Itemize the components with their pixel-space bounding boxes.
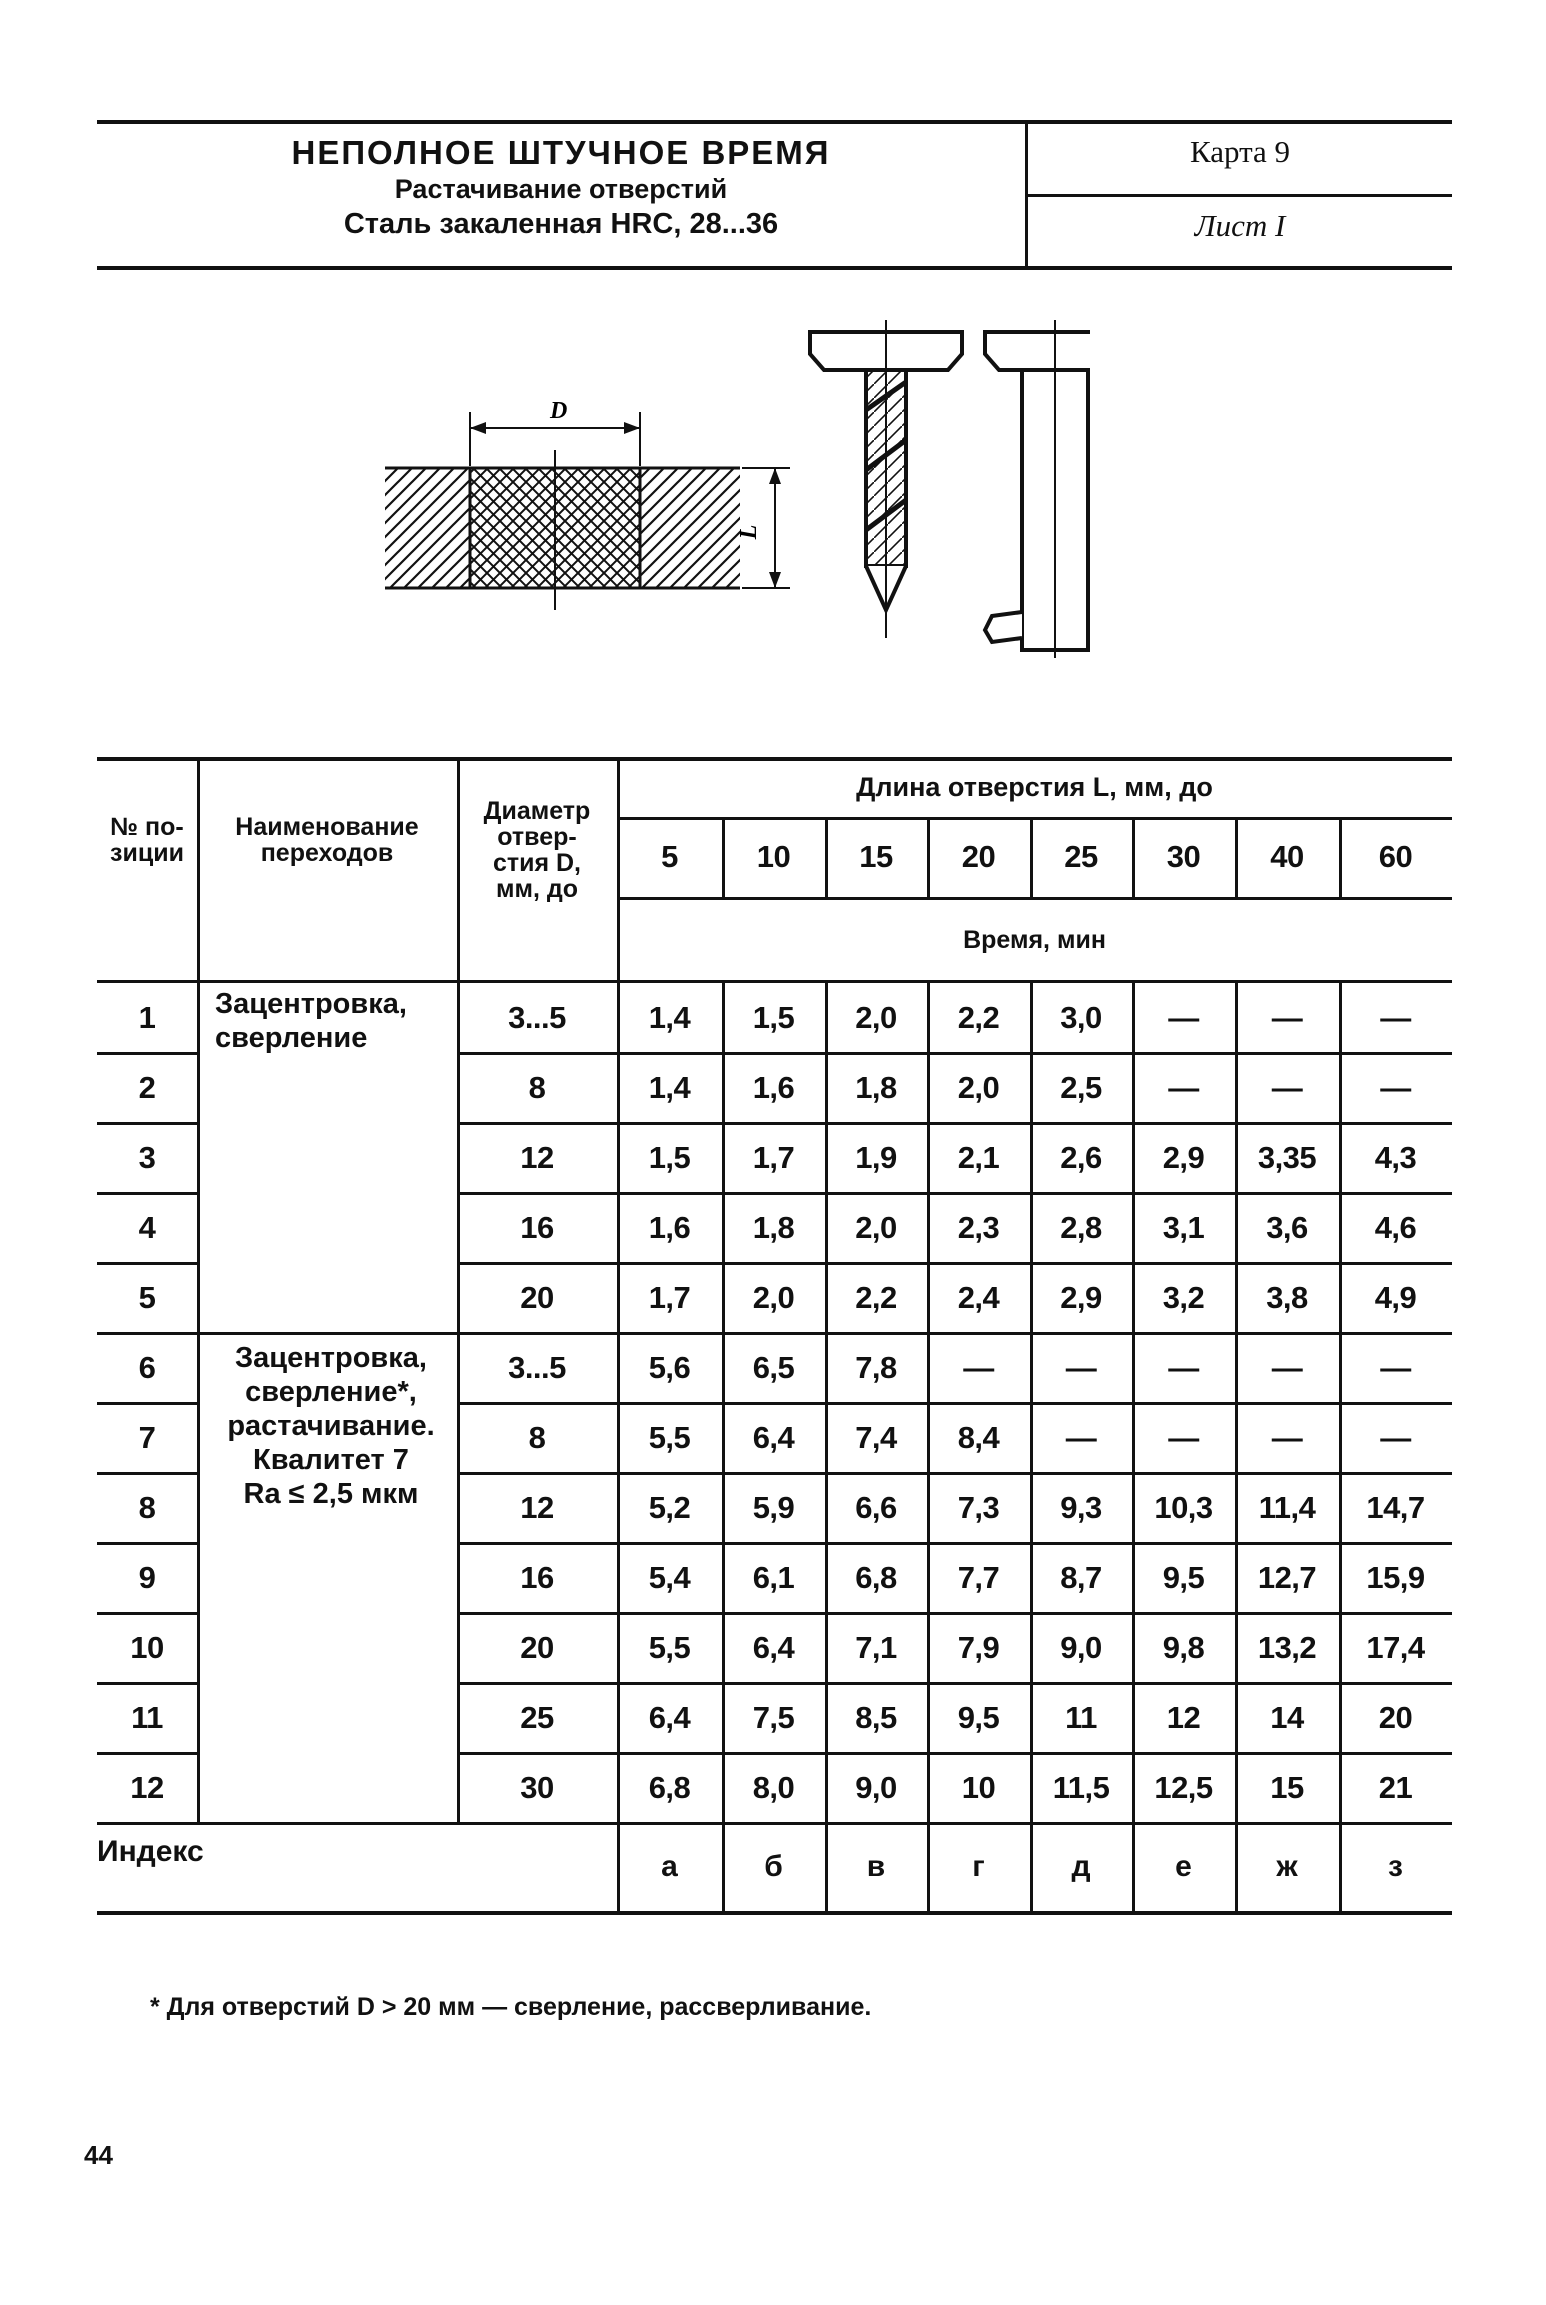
row-position: 6: [138, 1350, 156, 1385]
length-header: 20: [961, 839, 996, 874]
time-value: 4,9: [1374, 1280, 1417, 1315]
time-value: 4,6: [1374, 1210, 1417, 1245]
time-value: 6,1: [752, 1560, 795, 1595]
time-value: 6,5: [752, 1350, 795, 1385]
time-value: 2,0: [957, 1070, 1000, 1105]
length-dimension: [736, 468, 790, 588]
time-value: 4,3: [1374, 1140, 1417, 1175]
time-value: 1,7: [648, 1280, 691, 1315]
card-number: Карта 9: [1189, 134, 1291, 169]
row-diameter: 16: [520, 1560, 554, 1595]
length-header: 5: [661, 839, 678, 874]
time-value: 1,7: [752, 1140, 795, 1175]
footnote: * Для отверстий D > 20 мм — сверление, рассверливание.: [150, 1993, 872, 2021]
time-value: 2,1: [957, 1140, 1000, 1175]
drill-tool-icon: [810, 320, 962, 638]
time-value: 13,2: [1257, 1630, 1317, 1665]
time-value: 15,9: [1366, 1560, 1425, 1595]
operation-group-2: Зацентровка, сверление*, растачивание. Квалитет 7 Ra ≤ 2,5 мкм: [227, 1342, 435, 1510]
length-header: 10: [756, 839, 791, 874]
time-value: 1,5: [752, 1000, 795, 1035]
row-position: 9: [138, 1560, 156, 1595]
index-letter: г: [972, 1850, 985, 1883]
length-header: 30: [1166, 839, 1201, 874]
time-value: 2,0: [855, 1000, 897, 1035]
time-value: —: [1271, 1350, 1303, 1385]
time-value: —: [1065, 1420, 1097, 1455]
time-value: 1,4: [648, 1070, 691, 1105]
length-header: 15: [859, 839, 893, 874]
page-title: НЕПОЛНОЕ ШТУЧНОЕ ВРЕМЯ: [291, 134, 831, 171]
row-diameter: 25: [520, 1700, 554, 1735]
col-group-length: Длина отверстия L, мм, до: [856, 772, 1213, 802]
time-value: 2,3: [957, 1210, 1000, 1245]
row-diameter: 12: [520, 1140, 554, 1175]
time-value: 12: [1166, 1700, 1201, 1735]
length-header: 60: [1378, 839, 1413, 874]
time-value: 2,9: [1162, 1140, 1205, 1175]
time-value: 6,4: [648, 1700, 691, 1735]
header-card-divider: [1025, 194, 1452, 197]
length-header: 25: [1064, 839, 1098, 874]
time-value: 6,4: [752, 1630, 795, 1665]
index-letter: б: [764, 1850, 783, 1883]
dimension-d-label: D: [550, 398, 568, 424]
time-value: 7,4: [855, 1420, 897, 1455]
page-subtitle-operation: Растачивание отверстий: [394, 174, 728, 204]
index-letter: ж: [1276, 1850, 1298, 1883]
time-value: 7,7: [957, 1560, 1000, 1595]
row-position: 10: [130, 1630, 164, 1665]
time-value: 3,2: [1162, 1280, 1205, 1315]
time-value: 14: [1270, 1700, 1304, 1735]
row-diameter: 20: [520, 1280, 554, 1315]
time-value: —: [1168, 1420, 1199, 1455]
time-value: 14,7: [1366, 1490, 1425, 1525]
time-value: —: [1271, 1070, 1303, 1105]
index-letter: д: [1071, 1850, 1091, 1883]
time-value: 7,8: [855, 1350, 897, 1385]
time-value: —: [1380, 1420, 1411, 1455]
row-position: 12: [130, 1770, 164, 1805]
row-position: 1: [138, 1000, 156, 1035]
title-block: [97, 134, 1025, 242]
operation-group-1: Зацентровка, сверление: [215, 988, 407, 1054]
time-value: 7,3: [957, 1490, 1000, 1525]
time-value: 3,35: [1257, 1140, 1317, 1175]
time-value: 21: [1378, 1770, 1413, 1805]
time-value: 5,2: [648, 1490, 691, 1525]
time-value: 12,5: [1154, 1770, 1213, 1805]
row-position: 4: [138, 1210, 156, 1245]
row-diameter: 3...5: [508, 1350, 566, 1385]
row-position: 3: [138, 1140, 156, 1175]
time-value: 5,6: [648, 1350, 691, 1385]
time-value: 1,8: [752, 1210, 795, 1245]
time-value: 8,5: [855, 1700, 897, 1735]
time-value: 9,8: [1162, 1630, 1205, 1665]
row-diameter: 20: [520, 1630, 554, 1665]
row-position: 7: [138, 1420, 156, 1455]
time-value: —: [1271, 1000, 1303, 1035]
time-value: 11: [1065, 1700, 1097, 1735]
time-value: 2,9: [1060, 1280, 1102, 1315]
card-header: [97, 120, 1452, 270]
time-value: 8,0: [752, 1770, 795, 1805]
time-value: —: [1168, 1000, 1199, 1035]
col-header-operation: Наименование переходов: [235, 813, 419, 867]
col-header-diameter: Диаметр отвер- стия D, мм, до: [483, 797, 591, 903]
col-header-position: № по- зиции: [110, 813, 184, 867]
time-value: 5,9: [752, 1490, 795, 1525]
time-value: 3,0: [1060, 1000, 1102, 1035]
time-value: 2,4: [957, 1280, 1000, 1315]
time-value: —: [1271, 1420, 1303, 1455]
time-value: 1,6: [752, 1070, 795, 1105]
row-diameter: 12: [520, 1490, 554, 1525]
row-position: 8: [138, 1490, 156, 1525]
time-value: 9,3: [1060, 1490, 1102, 1525]
time-value: —: [1380, 1350, 1411, 1385]
time-value: 5,4: [648, 1560, 691, 1595]
time-value: 6,8: [855, 1560, 897, 1595]
time-value: —: [1380, 1070, 1411, 1105]
time-value: 8,4: [957, 1420, 1000, 1455]
time-norms-table: [97, 757, 1452, 1962]
row-diameter: 3...5: [508, 1000, 566, 1035]
header-bottom-rule: [97, 266, 1452, 270]
length-header: 40: [1270, 839, 1304, 874]
row-diameter: 8: [528, 1070, 546, 1105]
index-letter: з: [1388, 1850, 1403, 1883]
page-number: 44: [84, 2140, 113, 2170]
time-value: 9,0: [1060, 1630, 1102, 1665]
time-value: 6,4: [752, 1420, 795, 1455]
row-position: 5: [138, 1280, 156, 1315]
time-value: 6,8: [648, 1770, 691, 1805]
time-value: —: [1065, 1350, 1097, 1385]
time-value: —: [1380, 1000, 1411, 1035]
time-value: 20: [1378, 1700, 1413, 1735]
time-value: 7,9: [957, 1630, 1000, 1665]
index-label: Индекс: [97, 1835, 204, 1868]
time-value: 5,5: [648, 1420, 691, 1455]
time-value: 2,8: [1060, 1210, 1102, 1245]
time-value: —: [963, 1350, 994, 1385]
time-value: 9,5: [957, 1700, 1000, 1735]
time-value: 1,5: [648, 1140, 691, 1175]
time-value: 2,5: [1060, 1070, 1102, 1105]
index-letter: в: [866, 1850, 886, 1883]
time-value: —: [1168, 1070, 1199, 1105]
time-value: 2,6: [1060, 1140, 1102, 1175]
time-value: 2,0: [855, 1210, 897, 1245]
time-unit-label: Время, мин: [963, 926, 1106, 954]
time-value: 1,6: [648, 1210, 691, 1245]
time-value: —: [1168, 1350, 1199, 1385]
time-value: 5,5: [648, 1630, 691, 1665]
time-value: 1,8: [855, 1070, 897, 1105]
boring-tool-icon: [985, 320, 1090, 658]
boring-sketch: [370, 300, 1090, 680]
row-position: 2: [138, 1070, 156, 1105]
time-value: 6,6: [855, 1490, 897, 1525]
row-diameter: 8: [528, 1420, 546, 1455]
time-value: 10: [961, 1770, 996, 1805]
time-value: 3,6: [1266, 1210, 1308, 1245]
index-letter: а: [661, 1850, 678, 1883]
time-value: 9,5: [1162, 1560, 1205, 1595]
time-value: 1,9: [855, 1140, 897, 1175]
sheet-number: Лист I: [1194, 208, 1286, 243]
time-value: 15: [1270, 1770, 1304, 1805]
time-value: 2,0: [752, 1280, 795, 1315]
time-value: 12,7: [1257, 1560, 1317, 1595]
time-value: 2,2: [855, 1280, 897, 1315]
workpiece-section: [385, 450, 740, 610]
time-value: 7,1: [855, 1630, 897, 1665]
time-value: 2,2: [957, 1000, 1000, 1035]
time-value: 3,8: [1266, 1280, 1308, 1315]
time-value: 8,7: [1060, 1560, 1102, 1595]
time-value: 17,4: [1366, 1630, 1425, 1665]
time-value: 7,5: [752, 1700, 795, 1735]
time-value: 11,4: [1258, 1490, 1316, 1525]
time-value: 1,4: [648, 1000, 691, 1035]
row-diameter: 16: [520, 1210, 554, 1245]
row-diameter: 30: [520, 1770, 554, 1805]
time-value: 3,1: [1162, 1210, 1205, 1245]
time-value: 9,0: [855, 1770, 897, 1805]
header-top-rule: [97, 120, 1452, 124]
time-value: 10,3: [1154, 1490, 1213, 1525]
page-subtitle-material: Сталь закаленная HRC, 28...36: [343, 208, 779, 240]
time-value: 11,5: [1052, 1770, 1110, 1805]
row-position: 11: [131, 1700, 163, 1735]
index-letter: е: [1175, 1850, 1192, 1883]
dimension-l-label: L: [736, 524, 762, 540]
